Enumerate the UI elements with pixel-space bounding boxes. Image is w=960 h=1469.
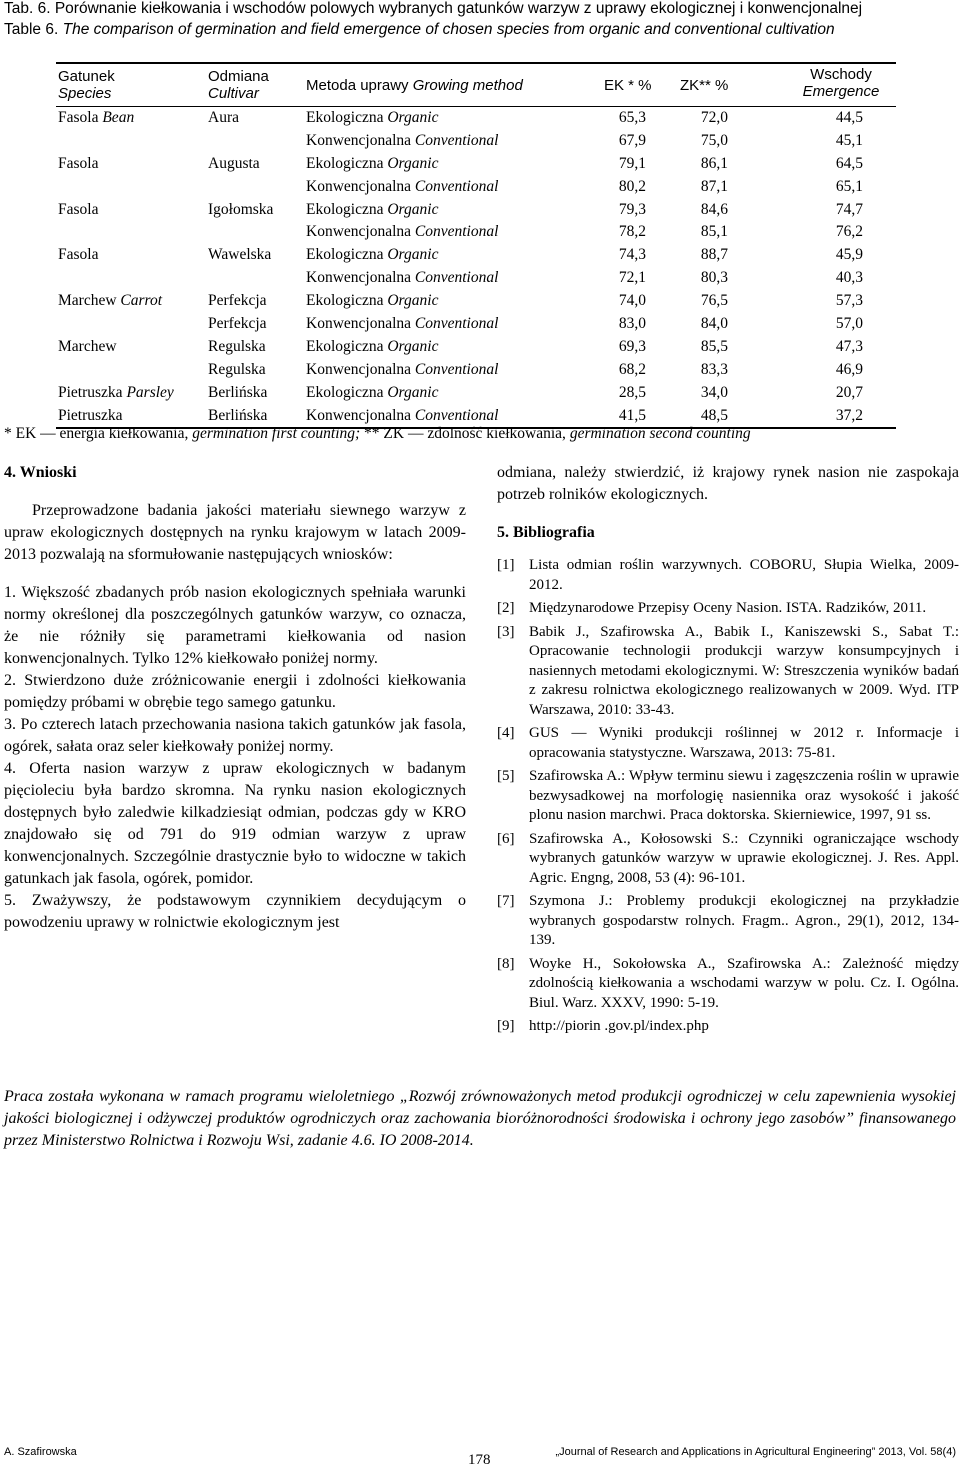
bibliography-list [497, 556, 959, 1037]
footer-author: A. Szafirowska [4, 1446, 77, 1458]
reference-item: [5] Szafirowska A.: Wpływ terminu siewu i zagęszczenia roślin w uprawie bezwysadkowej na morfologię nasiennika oraz wysokość i jakość plonu nasion marchwi. Praca doktorska. Skierniewice, 1997, 91 ss. [497, 768, 959, 823]
table-row [56, 199, 896, 222]
table-row [56, 336, 896, 359]
conclusions-intro: Przeprowadzone badania jakości materiału siewnego warzyw z upraw ekologicznych dostępnych na rynku krajowym w latach 2009-2013 pozwalają na sformułowanie następujących wniosków: [4, 502, 466, 563]
cell-emergence: 57,3 [835, 292, 863, 310]
conclusion-item: 2. Stwierdzono duże zróżnicowanie energii i zdolności kiełkowania pomiędzy próbami w obrębie tego samego gatunku. [4, 672, 466, 711]
cell-method: Konwencjonalna Conventional [306, 131, 499, 149]
conclusion-item: 5. Zważywszy, że podstawowym czynnikiem decydującym o powodzeniu uprawy w rolnictwie ekologicznym jest [4, 892, 466, 931]
cell-emergence: 57,0 [835, 315, 863, 333]
table-header [56, 64, 896, 107]
cell-zk: 88,7 [700, 246, 728, 264]
cell-ek: 74,3 [618, 246, 646, 264]
cell-method: Ekologiczna Organic [306, 109, 439, 126]
conclusions-list [4, 582, 466, 934]
reference-item: [1] Lista odmian roślin warzywnych. COBORU, Słupia Wielka, 2009-2012. [497, 557, 959, 593]
cell-zk: 75,0 [700, 131, 728, 149]
table-row [56, 290, 896, 313]
cell-cultivar: Igołomska [208, 200, 274, 218]
cell-species: Fasola [58, 154, 99, 172]
conclusions-section [4, 462, 466, 934]
cell-ek: 67,9 [618, 131, 646, 149]
table-caption-en [4, 21, 835, 39]
cell-method: Konwencjonalna Conventional [306, 223, 499, 241]
cell-cultivar: Augusta [208, 154, 260, 172]
header-zk: ZK** % [680, 77, 729, 94]
cell-method: Ekologiczna Organic [306, 246, 439, 264]
cell-cultivar: Aura [208, 109, 239, 126]
cell-cultivar: Perfekcja [208, 292, 267, 310]
cell-method: Konwencjonalna Conventional [306, 315, 499, 333]
conclusions-continuation: odmiana, należy stwierdzić, iż krajowy rynek nasion nie zaspokaja potrzeb rolników ekologicznych. [497, 464, 959, 503]
table-row [56, 359, 896, 382]
cell-cultivar: Regulska [208, 337, 266, 355]
cell-ek: 79,3 [618, 200, 646, 218]
table-row [56, 221, 896, 244]
table-row [56, 107, 896, 130]
cell-ek: 78,2 [618, 223, 646, 241]
cell-ek: 65,3 [618, 109, 646, 126]
cell-zk: 76,5 [700, 292, 728, 310]
cell-cultivar: Regulska [208, 360, 266, 378]
cell-emergence: 76,2 [835, 223, 863, 241]
reference-item: [8] Woyke H., Sokołowska A., Szafirowska A.: Zależność między zdolnością kiełkowania a wschodami warzyw w polu. Cz. I. Ogólna. Biul. Warz. XXXV, 1990: 5-19. [497, 955, 959, 1011]
cell-method: Ekologiczna Organic [306, 383, 439, 401]
header-method: Metoda uprawy Growing method [306, 77, 523, 94]
cell-ek: 83,0 [618, 315, 646, 333]
cell-ek: 79,1 [618, 154, 646, 172]
cell-zk: 48,5 [700, 406, 728, 424]
cell-emergence: 45,9 [835, 246, 863, 264]
cell-cultivar: Berlińska [208, 383, 268, 401]
cell-emergence: 65,1 [835, 177, 863, 195]
reference-item: [7] Szymona J.: Problemy produkcji ekologicznej na przykładzie wybranych gospodarstw rolnych. Fragm.. Agron., 29(1), 2012, 134-139. [497, 893, 959, 948]
cell-ek: 72,1 [618, 269, 646, 287]
table-row [56, 313, 896, 336]
header-cultivar: Odmiana Cultivar [208, 68, 269, 102]
cell-emergence: 37,2 [835, 406, 863, 424]
cell-zk: 72,0 [700, 109, 728, 126]
cell-zk: 80,3 [700, 269, 728, 287]
cell-zk: 85,5 [700, 337, 728, 355]
cell-species: Marchew Carrot [58, 292, 163, 310]
table-caption-en-text: The comparison of germination and field emergence of chosen species from organic and conventional cultivation [62, 21, 835, 38]
table-row [56, 153, 896, 176]
cell-zk: 84,0 [700, 315, 728, 333]
cell-method: Konwencjonalna Conventional [306, 269, 499, 287]
reference-item: [4] GUS — Wyniki produkcji roślinnej w 2012 r. Informacje i opracowania statystyczne. Warszawa, 2013: 75-81. [497, 725, 959, 761]
cell-zk: 85,1 [700, 223, 728, 241]
header-species: Gatunek Species [58, 68, 115, 102]
header-emergence: Wschody Emergence [802, 66, 880, 100]
cell-method: Konwencjonalna Conventional [306, 177, 499, 195]
cell-method: Ekologiczna Organic [306, 200, 439, 218]
conclusion-item: 3. Po czterech latach przechowania nasiona takich gatunków jak fasola, ogórek, sałata oraz seler kiełkowały poniżej normy. [4, 716, 466, 755]
cell-zk: 84,6 [700, 200, 728, 218]
cell-cultivar: Perfekcja [208, 315, 267, 333]
results-table [56, 62, 896, 429]
cell-emergence: 40,3 [835, 269, 863, 287]
footer-page-number: 178 [468, 1452, 491, 1468]
cell-species: Fasola [58, 200, 99, 218]
cell-zk: 86,1 [700, 154, 728, 172]
cell-emergence: 47,3 [835, 337, 863, 355]
cell-zk: 87,1 [700, 177, 728, 195]
cell-species: Pietruszka [58, 406, 123, 424]
cell-emergence: 44,5 [835, 109, 863, 126]
cell-method: Konwencjonalna Conventional [306, 406, 499, 424]
cell-method: Ekologiczna Organic [306, 292, 439, 310]
table-row [56, 130, 896, 153]
cell-method: Konwencjonalna Conventional [306, 360, 499, 378]
bibliography-title: 5. Bibliografia [497, 524, 595, 541]
table-row [56, 382, 896, 405]
table-footnote: * EK — energia kiełkowania, germination first counting; ** ZK — zdolność kiełkowania, germination second counting [4, 425, 751, 442]
cell-species: Fasola Bean [58, 109, 135, 126]
cell-emergence: 74,7 [835, 200, 863, 218]
table-caption-en-prefix: Table 6. [4, 21, 59, 38]
table-row [56, 244, 896, 267]
cell-method: Ekologiczna Organic [306, 337, 439, 355]
cell-ek: 69,3 [618, 337, 646, 355]
reference-item: [9] http://piorin .gov.pl/index.php [497, 1018, 709, 1034]
cell-cultivar: Berlińska [208, 406, 268, 424]
conclusion-item: 4. Oferta nasion warzyw z upraw ekologicznych w badanym pięcioleciu była bardzo skromna. Na rynku nasion ekologicznych dostępnych było zaledwie kilkadziesiąt odmian, podczas gdy w KRO znajdowało się od 791 do 919 odmian warzyw z upraw konwencjonalnych. Szczególnie drastycznie było to widoczne w takich gatunkach jak fasola, ogórek, pomidor. [4, 760, 466, 887]
cell-emergence: 20,7 [835, 383, 863, 401]
right-column [497, 462, 959, 1037]
cell-ek: 28,5 [618, 383, 646, 401]
cell-emergence: 45,1 [835, 131, 863, 149]
header-ek: EK * % [604, 77, 652, 94]
cell-emergence: 46,9 [835, 360, 863, 378]
cell-emergence: 64,5 [835, 154, 863, 172]
cell-species: Marchew [58, 337, 117, 355]
acknowledgement: Praca została wykonana w ramach programu wieloletniego „Rozwój zrównoważonych metod produkcji ogrodniczej w celu zapewnienia wysokiej jakości biologicznej i odżywczej produktów ogrodniczych oraz zachowania bioróżnorodności środowiska i ochrony jego zasobów” finansowanego przez Ministerstwo Rolnictwa i Rozwoju Wsi, zadanie 4.6. IO 2008-2014. [4, 1088, 956, 1149]
table-caption-pl: Tab. 6. Porównanie kiełkowania i wschodów polowych wybranych gatunków warzyw z uprawy ekologicznej i konwencjonalnej [4, 0, 863, 17]
conclusion-item: 1. Większość zbadanych prób nasion ekologicznych spełniała warunki normy określonej dla poszczególnych gatunków warzyw, co oznacza, że nie różniły się parametrami kiełkowania od nasion konwencjonalnych. Tylko 12% kiełkowało poniżej normy. [4, 584, 466, 667]
cell-zk: 83,3 [700, 360, 728, 378]
cell-method: Ekologiczna Organic [306, 154, 439, 172]
reference-item: [6] Szafirowska A., Kołosowski S.: Czynniki ograniczające wschody wybranych gatunków warzyw w uprawie ekologicznej. J. Res. Appl. Agric. Engng, 2008, 53 (4): 96-101. [497, 830, 959, 886]
cell-species: Fasola [58, 246, 99, 264]
cell-cultivar: Wawelska [208, 246, 272, 264]
reference-item: [2] Międzynarodowe Przepisy Oceny Nasion. ISTA. Radzików, 2011. [497, 600, 927, 616]
cell-ek: 80,2 [618, 177, 646, 195]
table-row [56, 176, 896, 199]
cell-zk: 34,0 [700, 383, 728, 401]
conclusions-title: 4. Wnioski [4, 464, 77, 481]
footer-journal: „Journal of Research and Applications in Agricultural Engineering” 2013, Vol. 58(4) [555, 1446, 956, 1458]
cell-species: Pietruszka Parsley [58, 383, 174, 401]
table-row [56, 267, 896, 290]
table-body [56, 107, 896, 429]
reference-item: [3] Babik J., Szafirowska A., Babik I., Kaniszewski S., Sabat T.: Opracowanie technologii produkcji warzyw konsumpcyjnych i nasiennych metodami ekologicznymi. W: Streszczenia wyników badań z zakresu rolnictwa ekologicznego realizowanych w 2009. Wyd. ITP Warszawa, 2010: 33-43. [497, 623, 959, 718]
cell-ek: 68,2 [618, 360, 646, 378]
cell-ek: 41,5 [618, 406, 646, 424]
cell-ek: 74,0 [618, 292, 646, 310]
